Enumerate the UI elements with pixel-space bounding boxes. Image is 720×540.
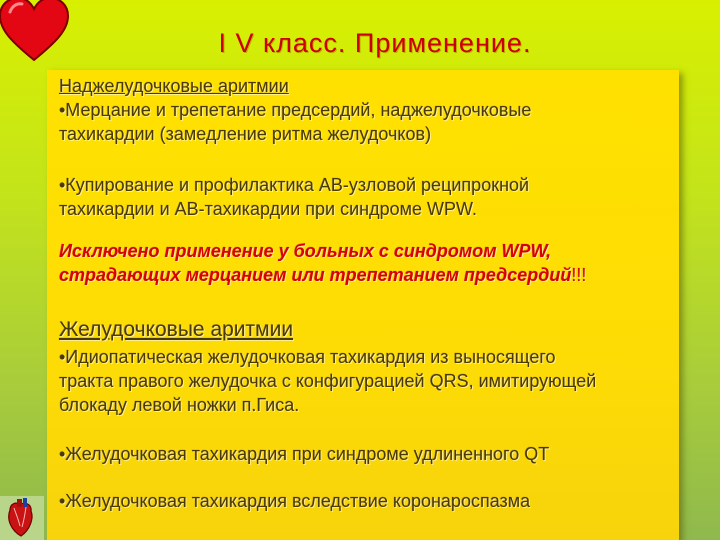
- warning-line2-text: страдающих мерцанием или трепетанием предсердий: [59, 265, 572, 285]
- vent-item1-line3: блокаду левой ножки п.Гиса.: [59, 395, 300, 415]
- warning-exclamation: !!!: [571, 265, 587, 285]
- supra-item1-line1: •Мерцание и трепетание предсердий, наджелудочковые: [59, 100, 532, 120]
- supra-item2-line1: •Купирование и профилактика АВ-узловой реципрокной: [59, 175, 530, 195]
- warning-line1: Исключено применение у больных с синдромом WPW,: [59, 241, 552, 261]
- vent-item1-line2: тракта правого желудочка с конфигурацией QRS, имитирующей: [59, 371, 597, 391]
- content-panel: [47, 70, 679, 540]
- ventricular-heading: Желудочковые аритмии: [59, 318, 294, 341]
- supra-item2-line2: тахикардии и АВ-тахикардии при синдроме WPW.: [59, 199, 477, 219]
- vent-item1-line1: •Идиопатическая желудочковая тахикардия из выносящего: [59, 347, 556, 367]
- supra-item1-line2: тахикардии (замедление ритма желудочков): [59, 124, 432, 144]
- warning-line2: [59, 263, 586, 287]
- supraventricular-heading: Наджелудочковые аритмии: [59, 76, 289, 96]
- heart-anatomy-icon: [0, 496, 44, 540]
- slide-title: I V класс. Применение.: [218, 28, 532, 58]
- vent-item2: •Желудочковая тахикардия при синдроме удлиненного QT: [59, 444, 550, 464]
- vent-item3: •Желудочковая тахикардия вследствие коронароспазма: [59, 491, 531, 511]
